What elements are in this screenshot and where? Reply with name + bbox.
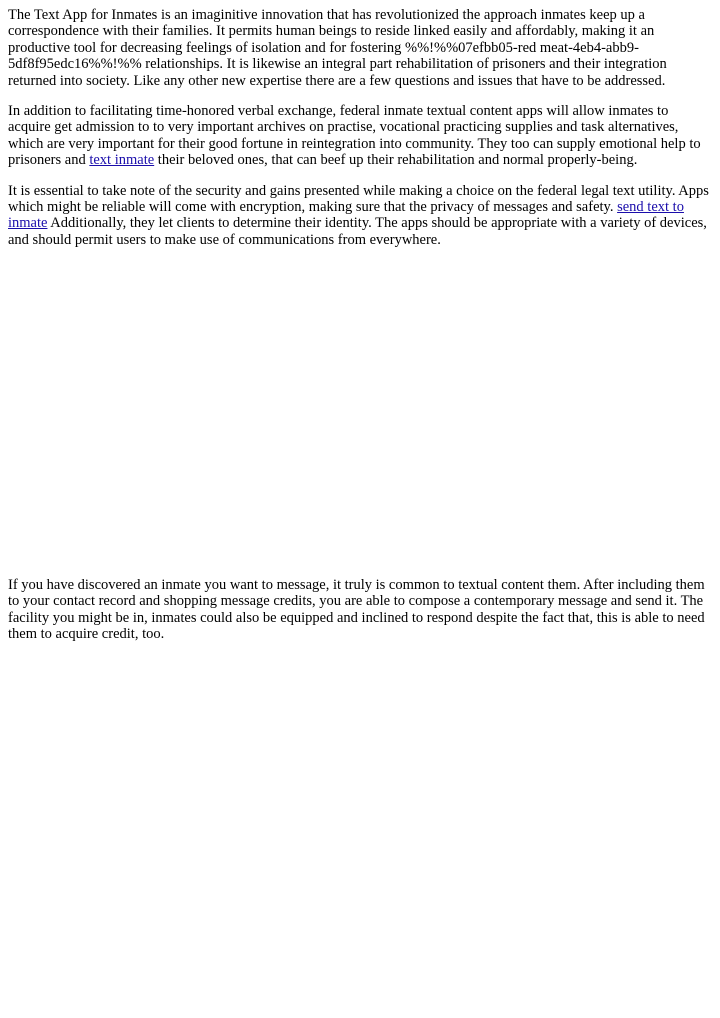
- text-inmate-link[interactable]: text inmate: [89, 152, 155, 169]
- paragraph-security-text-after: Additionally, they let clients to determine their identity. The apps should be appropriate with a variety of devices, and should permit users to make use of communications from everywhere.: [8, 215, 707, 248]
- paragraph-messaging-text: If you have discovered an inmate you want to message, it truly is common to textual content them. After including them to your contact record and shopping message credits, you are able to compose a contemporary message and send it. The facility you might be in, inmates could also be equipped and inclined to respond despite the fact that, this is able to need them to acquire credit, too.: [8, 577, 705, 643]
- blank-content-area: [0, 250, 720, 570]
- article-body-lower: [8, 577, 712, 657]
- paragraph-messaging: [8, 577, 712, 643]
- paragraph-security: [8, 183, 712, 249]
- paragraph-intro-text: The Text App for Inmates is an imaginitive innovation that has revolutionized the approach inmates keep up a correspondence with their families. It permits human beings to reside linked easily and affordably, making it an productive tool for decreasing feelings of isolation and for fostering %%!%%07efbb05-red meat-4eb4-abb9-5df8f95edc16%%!%% relationships. It is likewise an integral part rehabilitation of prisoners and their integration returned into society. Like any other new expertise there are a few questions and issues that have to be addressed.: [8, 7, 667, 89]
- paragraph-benefits-text-before: In addition to facilitating time-honored verbal exchange, federal inmate textual content apps will allow inmates to acquire get admission to to very important archives on practise, vocational practicing supplies and task alternatives, which are very important for their good fortune in reintegration into community. They too can supply emotional help to prisoners and: [8, 103, 701, 169]
- article-body: [8, 7, 712, 262]
- paragraph-benefits-text-after: their beloved ones, that can beef up their rehabilitation and normal properly-being.: [154, 152, 638, 169]
- send-text-to-inmate-link[interactable]: send text to inmate: [8, 199, 684, 232]
- paragraph-intro: [8, 7, 712, 89]
- paragraph-benefits: [8, 103, 712, 169]
- paragraph-security-text-before: It is essential to take note of the security and gains presented while making a choice on the federal legal text utility. Apps which might be reliable will come with encryption, making sure that the privacy of messages and safety.: [8, 182, 709, 216]
